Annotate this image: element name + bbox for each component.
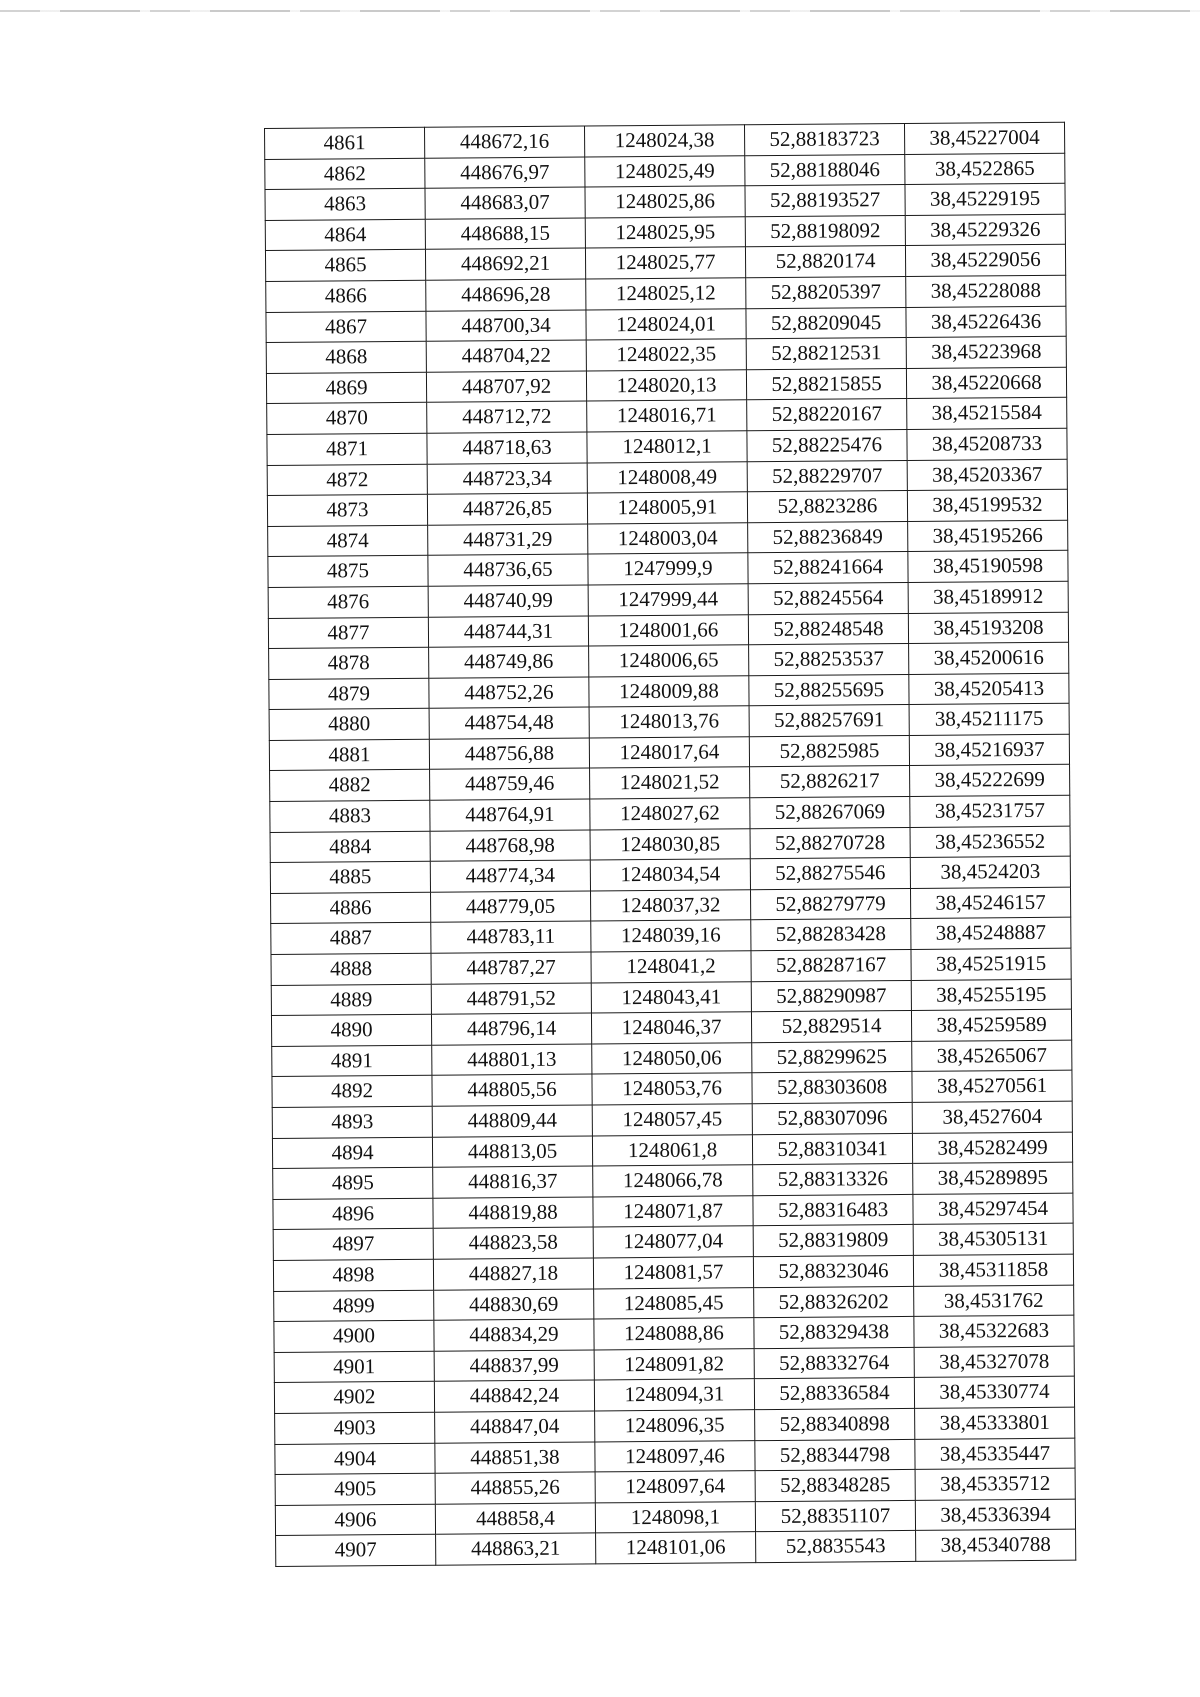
point-number-cell: 4886 [271, 892, 431, 924]
x-coordinate-cell: 448700,34 [426, 310, 586, 342]
latitude-cell: 52,88340898 [755, 1408, 915, 1440]
x-coordinate-cell: 448744,31 [428, 615, 588, 647]
longitude-cell: 38,45227004 [904, 122, 1064, 154]
latitude-cell: 52,88270728 [750, 827, 910, 859]
y-coordinate-cell: 1248025,77 [585, 247, 745, 279]
point-number-cell: 4880 [269, 709, 429, 741]
longitude-cell: 38,45215584 [907, 398, 1067, 430]
x-coordinate-cell: 448696,28 [426, 279, 586, 311]
longitude-cell: 38,45340788 [916, 1529, 1076, 1561]
point-number-cell: 4883 [270, 800, 430, 832]
latitude-cell: 52,88310341 [752, 1133, 912, 1165]
x-coordinate-cell: 448847,04 [435, 1411, 595, 1443]
latitude-cell: 52,88183723 [744, 123, 904, 155]
latitude-cell: 52,88336584 [754, 1378, 914, 1410]
point-number-cell: 4899 [274, 1290, 434, 1322]
coordinate-table-body [265, 122, 1076, 1566]
x-coordinate-cell: 448749,86 [429, 646, 589, 678]
latitude-cell: 52,88188046 [745, 154, 905, 186]
x-coordinate-cell: 448779,05 [431, 891, 591, 923]
point-number-cell: 4891 [272, 1045, 432, 1077]
latitude-cell: 52,88220167 [747, 399, 907, 431]
longitude-cell: 38,45229056 [905, 245, 1065, 277]
point-number-cell: 4871 [267, 433, 427, 465]
longitude-cell: 38,45203367 [907, 459, 1067, 491]
point-number-cell: 4865 [265, 250, 425, 282]
x-coordinate-cell: 448783,11 [431, 921, 591, 953]
latitude-cell: 52,88245564 [748, 582, 908, 614]
y-coordinate-cell: 1248001,66 [588, 614, 748, 646]
latitude-cell: 52,88275546 [750, 858, 910, 890]
y-coordinate-cell: 1248009,88 [589, 675, 749, 707]
y-coordinate-cell: 1248021,52 [590, 767, 750, 799]
point-number-cell: 4866 [266, 280, 426, 312]
point-number-cell: 4872 [267, 464, 427, 496]
y-coordinate-cell: 1248016,71 [587, 400, 747, 432]
latitude-cell: 52,88248548 [748, 613, 908, 645]
point-number-cell: 4876 [268, 586, 428, 618]
point-number-cell: 4874 [268, 525, 428, 557]
x-coordinate-cell: 448787,27 [431, 952, 591, 984]
x-coordinate-cell: 448704,22 [426, 340, 586, 372]
longitude-cell: 38,45222699 [910, 765, 1070, 797]
x-coordinate-cell: 448752,26 [429, 677, 589, 709]
longitude-cell: 38,4522865 [905, 153, 1065, 185]
y-coordinate-cell: 1248025,86 [585, 186, 745, 218]
point-number-cell: 4888 [271, 953, 431, 985]
longitude-cell: 38,45246157 [910, 887, 1070, 919]
point-number-cell: 4904 [275, 1443, 435, 1475]
y-coordinate-cell: 1248101,06 [596, 1532, 756, 1564]
x-coordinate-cell: 448759,46 [430, 768, 590, 800]
y-coordinate-cell: 1248034,54 [590, 859, 750, 891]
longitude-cell: 38,45322683 [914, 1315, 1074, 1347]
latitude-cell: 52,8823286 [747, 491, 907, 523]
point-number-cell: 4878 [269, 647, 429, 679]
y-coordinate-cell: 1248043,41 [591, 981, 751, 1013]
longitude-cell: 38,45226436 [906, 306, 1066, 338]
y-coordinate-cell: 1248097,64 [595, 1471, 755, 1503]
x-coordinate-cell: 448842,24 [434, 1380, 594, 1412]
latitude-cell: 52,8820174 [745, 246, 905, 278]
longitude-cell: 38,45336394 [915, 1499, 1075, 1531]
x-coordinate-cell: 448830,69 [434, 1289, 594, 1321]
longitude-cell: 38,45297454 [913, 1193, 1073, 1225]
point-number-cell: 4905 [275, 1473, 435, 1505]
longitude-cell: 38,45228088 [906, 275, 1066, 307]
x-coordinate-cell: 448827,18 [433, 1258, 593, 1290]
latitude-cell: 52,8826217 [750, 766, 910, 798]
x-coordinate-cell: 448819,88 [433, 1197, 593, 1229]
latitude-cell: 52,88236849 [748, 521, 908, 553]
latitude-cell: 52,88316483 [753, 1194, 913, 1226]
y-coordinate-cell: 1248061,8 [592, 1134, 752, 1166]
y-coordinate-cell: 1248085,45 [594, 1287, 754, 1319]
x-coordinate-cell: 448801,13 [432, 1044, 592, 1076]
longitude-cell: 38,45211175 [909, 703, 1069, 735]
y-coordinate-cell: 1248027,62 [590, 798, 750, 830]
latitude-cell: 52,88205397 [746, 276, 906, 308]
longitude-cell: 38,45327078 [914, 1346, 1074, 1378]
y-coordinate-cell: 1248020,13 [586, 369, 746, 401]
y-coordinate-cell: 1248077,04 [593, 1226, 753, 1258]
point-number-cell: 4895 [273, 1167, 433, 1199]
longitude-cell: 38,45265067 [912, 1040, 1072, 1072]
x-coordinate-cell: 448756,88 [429, 738, 589, 770]
latitude-cell: 52,88323046 [753, 1255, 913, 1287]
point-number-cell: 4890 [271, 1014, 431, 1046]
point-number-cell: 4897 [273, 1229, 433, 1261]
point-number-cell: 4889 [271, 984, 431, 1016]
latitude-cell: 52,88313326 [753, 1164, 913, 1196]
y-coordinate-cell: 1248005,91 [587, 492, 747, 524]
point-number-cell: 4906 [275, 1504, 435, 1536]
longitude-cell: 38,45200616 [909, 642, 1069, 674]
y-coordinate-cell: 1248025,12 [586, 278, 746, 310]
latitude-cell: 52,88299625 [752, 1041, 912, 1073]
point-number-cell: 4869 [266, 372, 426, 404]
x-coordinate-cell: 448718,63 [427, 432, 587, 464]
y-coordinate-cell: 1248025,95 [585, 217, 745, 249]
point-number-cell: 4881 [269, 739, 429, 771]
x-coordinate-cell: 448764,91 [430, 799, 590, 831]
longitude-cell: 38,45282499 [912, 1132, 1072, 1164]
longitude-cell: 38,45259589 [911, 1009, 1071, 1041]
point-number-cell: 4863 [265, 188, 425, 220]
point-number-cell: 4867 [266, 311, 426, 343]
y-coordinate-cell: 1248071,87 [593, 1195, 753, 1227]
y-coordinate-cell: 1247999,9 [588, 553, 748, 585]
longitude-cell: 38,45223968 [906, 336, 1066, 368]
x-coordinate-cell: 448683,07 [425, 187, 585, 219]
latitude-cell: 52,88253537 [749, 644, 909, 676]
latitude-cell: 52,88215855 [746, 368, 906, 400]
point-number-cell: 4870 [267, 403, 427, 435]
longitude-cell: 38,4524203 [910, 856, 1070, 888]
longitude-cell: 38,45220668 [906, 367, 1066, 399]
longitude-cell: 38,45195266 [908, 520, 1068, 552]
x-coordinate-cell: 448837,99 [434, 1350, 594, 1382]
y-coordinate-cell: 1248013,76 [589, 706, 749, 738]
x-coordinate-cell: 448740,99 [428, 585, 588, 617]
x-coordinate-cell: 448712,72 [427, 401, 587, 433]
point-number-cell: 4893 [272, 1106, 432, 1138]
latitude-cell: 52,8829514 [751, 1011, 911, 1043]
x-coordinate-cell: 448723,34 [427, 463, 587, 495]
point-number-cell: 4900 [274, 1320, 434, 1352]
latitude-cell: 52,88303608 [752, 1072, 912, 1104]
x-coordinate-cell: 448676,97 [425, 157, 585, 189]
y-coordinate-cell: 1248024,01 [586, 308, 746, 340]
latitude-cell: 52,88225476 [747, 429, 907, 461]
point-number-cell: 4882 [270, 770, 430, 802]
x-coordinate-cell: 448726,85 [427, 493, 587, 525]
y-coordinate-cell: 1248066,78 [593, 1165, 753, 1197]
latitude-cell: 52,88307096 [752, 1102, 912, 1134]
y-coordinate-cell: 1248098,1 [595, 1501, 755, 1533]
y-coordinate-cell: 1248039,16 [591, 920, 751, 952]
latitude-cell: 52,88241664 [748, 552, 908, 584]
y-coordinate-cell: 1248022,35 [586, 339, 746, 371]
y-coordinate-cell: 1248006,65 [589, 645, 749, 677]
latitude-cell: 52,88212531 [746, 338, 906, 370]
x-coordinate-cell: 448823,58 [433, 1227, 593, 1259]
latitude-cell: 52,88267069 [750, 797, 910, 829]
point-number-cell: 4861 [265, 127, 425, 159]
point-number-cell: 4894 [272, 1137, 432, 1169]
y-coordinate-cell: 1248088,86 [594, 1318, 754, 1350]
point-number-cell: 4898 [273, 1259, 433, 1291]
longitude-cell: 38,45335712 [915, 1468, 1075, 1500]
x-coordinate-cell: 448855,26 [435, 1472, 595, 1504]
y-coordinate-cell: 1248003,04 [588, 522, 748, 554]
longitude-cell: 38,45270561 [912, 1071, 1072, 1103]
latitude-cell: 52,88229707 [747, 460, 907, 492]
y-coordinate-cell: 1248012,1 [587, 431, 747, 463]
longitude-cell: 38,45190598 [908, 551, 1068, 583]
point-number-cell: 4879 [269, 678, 429, 710]
point-number-cell: 4907 [276, 1535, 436, 1567]
longitude-cell: 38,45229326 [905, 214, 1065, 246]
latitude-cell: 52,88344798 [755, 1439, 915, 1471]
latitude-cell: 52,88255695 [749, 674, 909, 706]
y-coordinate-cell: 1248030,85 [590, 828, 750, 860]
y-coordinate-cell: 1247999,44 [588, 584, 748, 616]
latitude-cell: 52,88257691 [749, 705, 909, 737]
point-number-cell: 4901 [274, 1351, 434, 1383]
y-coordinate-cell: 1248081,57 [593, 1257, 753, 1289]
y-coordinate-cell: 1248091,82 [594, 1348, 754, 1380]
latitude-cell: 52,88348285 [755, 1470, 915, 1502]
x-coordinate-cell: 448809,44 [432, 1105, 592, 1137]
longitude-cell: 38,45333801 [915, 1407, 1075, 1439]
y-coordinate-cell: 1248096,35 [595, 1410, 755, 1442]
y-coordinate-cell: 1248046,37 [591, 1012, 751, 1044]
latitude-cell: 52,88319809 [753, 1225, 913, 1257]
longitude-cell: 38,45255195 [911, 979, 1071, 1011]
coordinate-table [264, 122, 1076, 1567]
longitude-cell: 38,45205413 [909, 673, 1069, 705]
latitude-cell: 52,88351107 [755, 1500, 915, 1532]
latitude-cell: 52,88287167 [751, 949, 911, 981]
y-coordinate-cell: 1248057,45 [592, 1104, 752, 1136]
x-coordinate-cell: 448736,65 [428, 554, 588, 586]
y-coordinate-cell: 1248037,32 [591, 890, 751, 922]
longitude-cell: 38,45189912 [908, 581, 1068, 613]
longitude-cell: 38,4531762 [914, 1285, 1074, 1317]
latitude-cell: 52,88332764 [754, 1347, 914, 1379]
longitude-cell: 38,45199532 [907, 489, 1067, 521]
x-coordinate-cell: 448692,21 [425, 248, 585, 280]
point-number-cell: 4903 [275, 1412, 435, 1444]
x-coordinate-cell: 448754,48 [429, 707, 589, 739]
latitude-cell: 52,88209045 [746, 307, 906, 339]
latitude-cell: 52,88290987 [751, 980, 911, 1012]
longitude-cell: 38,45335447 [915, 1438, 1075, 1470]
longitude-cell: 38,45193208 [908, 612, 1068, 644]
longitude-cell: 38,45248887 [911, 918, 1071, 950]
x-coordinate-cell: 448791,52 [431, 983, 591, 1015]
longitude-cell: 38,45236552 [910, 826, 1070, 858]
longitude-cell: 38,45208733 [907, 428, 1067, 460]
point-number-cell: 4902 [274, 1382, 434, 1414]
x-coordinate-cell: 448863,21 [436, 1533, 596, 1565]
longitude-cell: 38,45330774 [914, 1377, 1074, 1409]
x-coordinate-cell: 448816,37 [433, 1166, 593, 1198]
point-number-cell: 4868 [266, 341, 426, 373]
point-number-cell: 4896 [273, 1198, 433, 1230]
x-coordinate-cell: 448858,4 [435, 1503, 595, 1535]
longitude-cell: 38,4527604 [912, 1101, 1072, 1133]
x-coordinate-cell: 448805,56 [432, 1074, 592, 1106]
point-number-cell: 4885 [270, 861, 430, 893]
longitude-cell: 38,45305131 [913, 1224, 1073, 1256]
coordinate-table-sheet [264, 122, 1075, 1567]
longitude-cell: 38,45289895 [913, 1162, 1073, 1194]
scan-edge-line [0, 10, 1200, 12]
latitude-cell: 52,8825985 [749, 735, 909, 767]
y-coordinate-cell: 1248017,64 [589, 737, 749, 769]
point-number-cell: 4873 [267, 494, 427, 526]
y-coordinate-cell: 1248097,46 [595, 1440, 755, 1472]
y-coordinate-cell: 1248041,2 [591, 951, 751, 983]
y-coordinate-cell: 1248025,49 [585, 155, 745, 187]
x-coordinate-cell: 448834,29 [434, 1319, 594, 1351]
x-coordinate-cell: 448851,38 [435, 1441, 595, 1473]
point-number-cell: 4862 [265, 158, 425, 190]
y-coordinate-cell: 1248094,31 [594, 1379, 754, 1411]
y-coordinate-cell: 1248008,49 [587, 461, 747, 493]
latitude-cell: 52,88279779 [750, 888, 910, 920]
point-number-cell: 4892 [272, 1076, 432, 1108]
longitude-cell: 38,45311858 [913, 1254, 1073, 1286]
latitude-cell: 52,88329438 [754, 1317, 914, 1349]
latitude-cell: 52,88193527 [745, 185, 905, 217]
longitude-cell: 38,45229195 [905, 183, 1065, 215]
y-coordinate-cell: 1248024,38 [584, 125, 744, 157]
longitude-cell: 38,45251915 [911, 948, 1071, 980]
table-row [276, 1529, 1076, 1566]
x-coordinate-cell: 448796,14 [431, 1013, 591, 1045]
latitude-cell: 52,88198092 [745, 215, 905, 247]
point-number-cell: 4877 [268, 617, 428, 649]
latitude-cell: 52,8835543 [756, 1531, 916, 1563]
x-coordinate-cell: 448672,16 [424, 126, 584, 158]
point-number-cell: 4864 [265, 219, 425, 251]
x-coordinate-cell: 448731,29 [428, 524, 588, 556]
y-coordinate-cell: 1248053,76 [592, 1073, 752, 1105]
x-coordinate-cell: 448688,15 [425, 218, 585, 250]
x-coordinate-cell: 448813,05 [432, 1136, 592, 1168]
x-coordinate-cell: 448774,34 [430, 860, 590, 892]
longitude-cell: 38,45216937 [909, 734, 1069, 766]
x-coordinate-cell: 448707,92 [426, 371, 586, 403]
y-coordinate-cell: 1248050,06 [592, 1043, 752, 1075]
point-number-cell: 4884 [270, 831, 430, 863]
latitude-cell: 52,88326202 [754, 1286, 914, 1318]
latitude-cell: 52,88283428 [751, 919, 911, 951]
x-coordinate-cell: 448768,98 [430, 830, 590, 862]
point-number-cell: 4887 [271, 923, 431, 955]
longitude-cell: 38,45231757 [910, 795, 1070, 827]
point-number-cell: 4875 [268, 556, 428, 588]
